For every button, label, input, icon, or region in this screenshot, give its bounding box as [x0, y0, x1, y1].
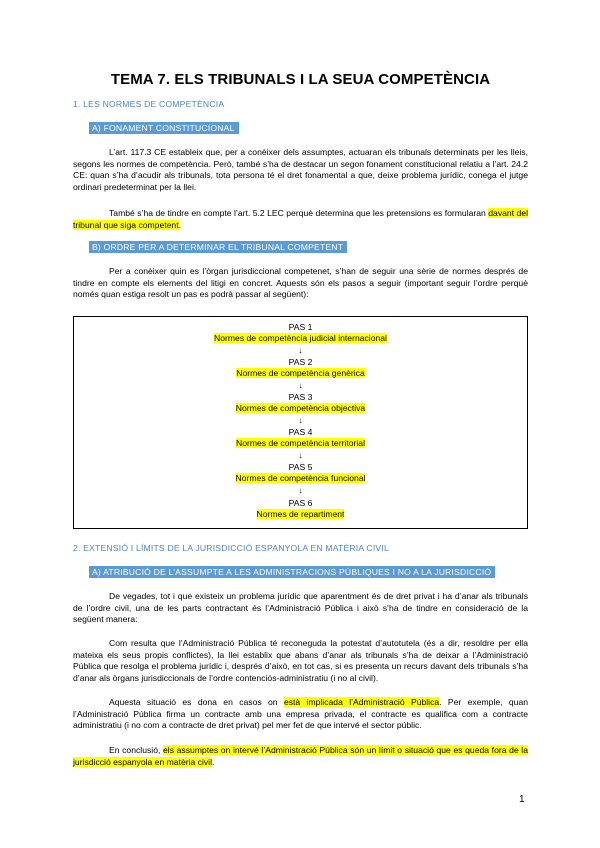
down-arrow-icon: ↓ [298, 346, 303, 355]
paragraph-2a-4 [73, 745, 528, 768]
highlighted-text: Normes de competència territorial [236, 438, 365, 448]
paragraph-text: En conclusió, [109, 745, 161, 755]
highlighted-text: Normes de competència genèrica [236, 368, 365, 378]
subsection-2a-heading: A) ATRIBUCIÓ DE L’ASSUMPTE A LES ADMINISTRACIONS PÚBLIQUES I NO A LA JURISDICCIÓ [89, 566, 495, 578]
subsection-1a-heading: A) FONAMENT CONSTITUCIONAL [89, 122, 239, 134]
down-arrow-icon: ↓ [298, 486, 303, 495]
step-desc [74, 473, 527, 484]
down-arrow-icon: ↓ [298, 381, 303, 390]
paragraph-text: Aquesta situació es dona en casos on [109, 697, 278, 707]
page-number: 1 [519, 794, 525, 805]
highlighted-text: Normes de competència judicial internacional [214, 333, 387, 343]
paragraph-1b-1 [73, 266, 528, 301]
step-label: PAS 5 [288, 462, 313, 472]
paragraph-text: . [178, 219, 181, 230]
step-label: PAS 2 [288, 357, 313, 367]
paragraph-text: . [212, 756, 215, 767]
down-arrow-icon: ↓ [298, 416, 303, 425]
step-label: PAS 3 [288, 392, 313, 402]
paragraph-text: Com resulta que l’Administració Pública té reconeguda la potestat d’autotutela (és a dir, resoldre per ella mateixa els seus propis conflictes), la llei establix que abans d’anar als tribunals s’ha de deixar a l’Administració Pública que resolga el problema jurídic i, després d’això, en tot cas, si es presenta un recurs davant dels tribunals s’ha d’anar als òrgans jurisdiccionals de l’ordre contenciós-administratiu (i no al civil). [73, 638, 528, 683]
subsection-1b-heading: B) ORDRE PER A DETERMINAR EL TRIBUNAL COMPETENT [89, 241, 347, 253]
paragraph-text: De vegades, tot i que existeix un problema jurídic que aparentment és de dret privat i ha d’anar als tribunals de l’ordre civil, una de les parts contractant és l’Administració Pública i això s’ha de tindre en consideració de la següent manera: [73, 591, 528, 625]
paragraph-text: L’art. 117.3 CE estableix que, per a conèixer dels assumptes, actuaran els tribunals determinats per les lleis, segons les normes de competència. Però, també s’ha de destacar un segon fonament constitucional relatiu a l’art. 24.2 CE: quan s’ha d’acudir als tribunals, tota persona té el dret fonamental a que, deixe problema jurídic, conega el jutge ordinari predeterminat per la llei. [73, 147, 528, 192]
paragraph-2a-3 [73, 697, 528, 732]
highlighted-text: està implicada l’Administració Pública [283, 697, 440, 707]
page-title: TEMA 7. ELS TRIBUNALS I LA SEUA COMPETÈNCIA [110, 71, 491, 88]
highlighted-text: Normes de competència objectiva [235, 403, 366, 413]
step-desc [74, 333, 527, 344]
paragraph-1a-2 [73, 208, 528, 231]
step-label: PAS 1 [288, 322, 313, 332]
step-desc [74, 509, 527, 520]
highlighted-text: els assumptes on intervé l’Administració Pública són un límit o situació que es queda fora de la jurisdicció espanyola en matèria civil [73, 745, 528, 767]
section-1-heading: 1. LES NORMES DE COMPETÈNCIA [73, 99, 225, 109]
paragraph-text: . Per exemple, quan l’Administració Pública firma un contracte amb una empresa privada, el contracte es qualifica com a contracte administratiu (i no com a contracte de dret privat) pel mer fet de que intervé el sector públic. [73, 697, 528, 731]
step-desc [74, 368, 527, 379]
step-desc [74, 403, 527, 414]
steps-box [73, 316, 528, 529]
highlighted-text: Normes de competència funcional [235, 473, 366, 483]
step-label: PAS 4 [288, 427, 313, 437]
highlighted-text: Normes de repartiment [256, 509, 345, 519]
paragraph-1a-1 [73, 147, 528, 193]
paragraph-text: Per a conèixer quin es l’òrgan jurisdiccional competenet, s’han de seguir una sèrie de normes després de tindre en compte els elements del litigi en concret. Aquests són els pasos a seguir (important seguir l’ordre perquè només quan estiga resolt un pas es podrà passar al següent): [73, 266, 528, 300]
section-2-heading: 2. EXTENSIÓ I LÍMITS DE LA JURISDICCIÓ ESPANYOLA EN MATÈRIA CIVIL [73, 543, 389, 553]
paragraph-2a-2 [73, 638, 528, 684]
paragraph-2a-1 [73, 591, 528, 626]
paragraph-text: També s’ha de tindre en compte l’art. 5.2 LEC perquè determina que les pretensions es formularan [109, 208, 486, 218]
down-arrow-icon: ↓ [298, 451, 303, 460]
step-label: PAS 6 [288, 498, 313, 508]
highlighted-text: davant del tribunal que siga competent [73, 208, 528, 230]
step-desc [74, 438, 527, 449]
